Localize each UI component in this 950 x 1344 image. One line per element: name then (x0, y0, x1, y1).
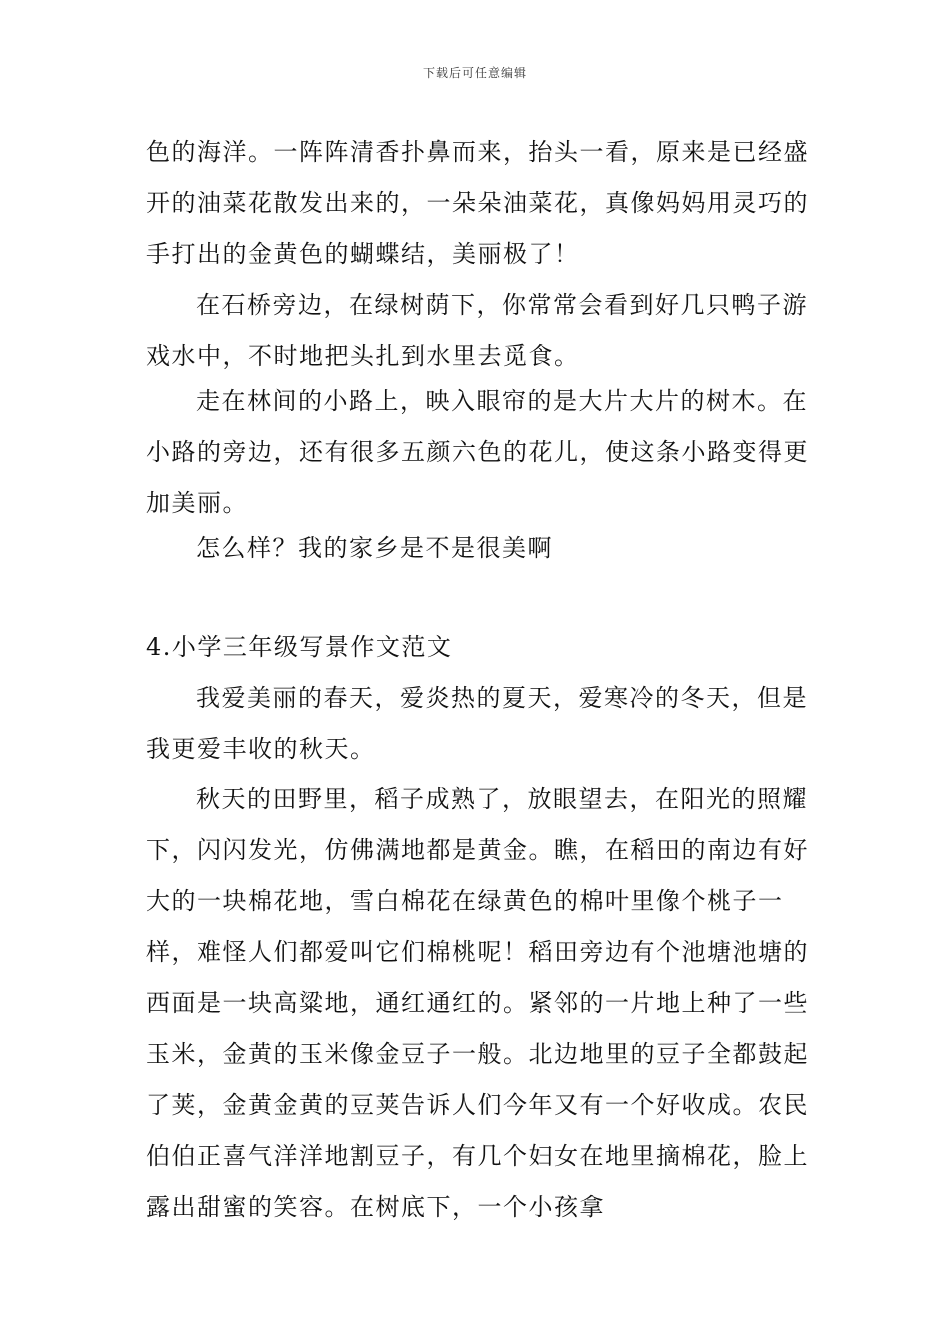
paragraph-seasons: 我爱美丽的春天，爱炎热的夏天，爱寒冷的冬天，但是我更爱丰收的秋天。 (146, 684, 808, 763)
paragraph-stone-bridge: 在石桥旁边，在绿树荫下，你常常会看到好几只鸭子游戏水中，不时地把头扎到水里去觅食。 (146, 291, 808, 370)
section-heading: 4.小学三年级写景作文范文 (146, 633, 453, 661)
paragraph-closing-question: 怎么样？我的家乡是不是很美啊 (196, 534, 553, 562)
paragraph-forest-path: 走在林间的小路上，映入眼帘的是大片大片的树木。在小路的旁边，还有很多五颜六色的花儿，使这条小路变得更加美丽。 (146, 387, 809, 517)
paragraph-autumn-fields: 秋天的田野里，稻子成熟了，放眼望去，在阳光的照耀下，闪闪发光，仿佛满地都是黄金。瞧，在稻田的南边有好大的一块棉花地，雪白棉花在绿黄色的棉叶里像个桃子一样，难怪人们都爱叫它们棉桃呢！稻田旁边有个池塘池塘的西面是一块高粱地，通红通红的。紧邻的一片地上种了一些玉米，金黄的玉米像金豆子一般。北边地里的豆子全都鼓起了荚，金黄金黄的豆荚告诉人们今年又有一个好收成。农民伯伯正喜气洋洋地割豆子，有几个妇女在地里摘棉花，脸上露出甜蜜的笑容。在树底下，一个小孩拿 (146, 785, 809, 1221)
page-header: 下载后可任意编辑 (422, 66, 527, 80)
paragraph-continuation: 色的海洋。一阵阵清香扑鼻而来，抬头一看，原来是已经盛开的油菜花散发出来的，一朵朵油菜花，真像妈妈用灵巧的手打出的金黄色的蝴蝶结，美丽极了！ (146, 138, 809, 268)
